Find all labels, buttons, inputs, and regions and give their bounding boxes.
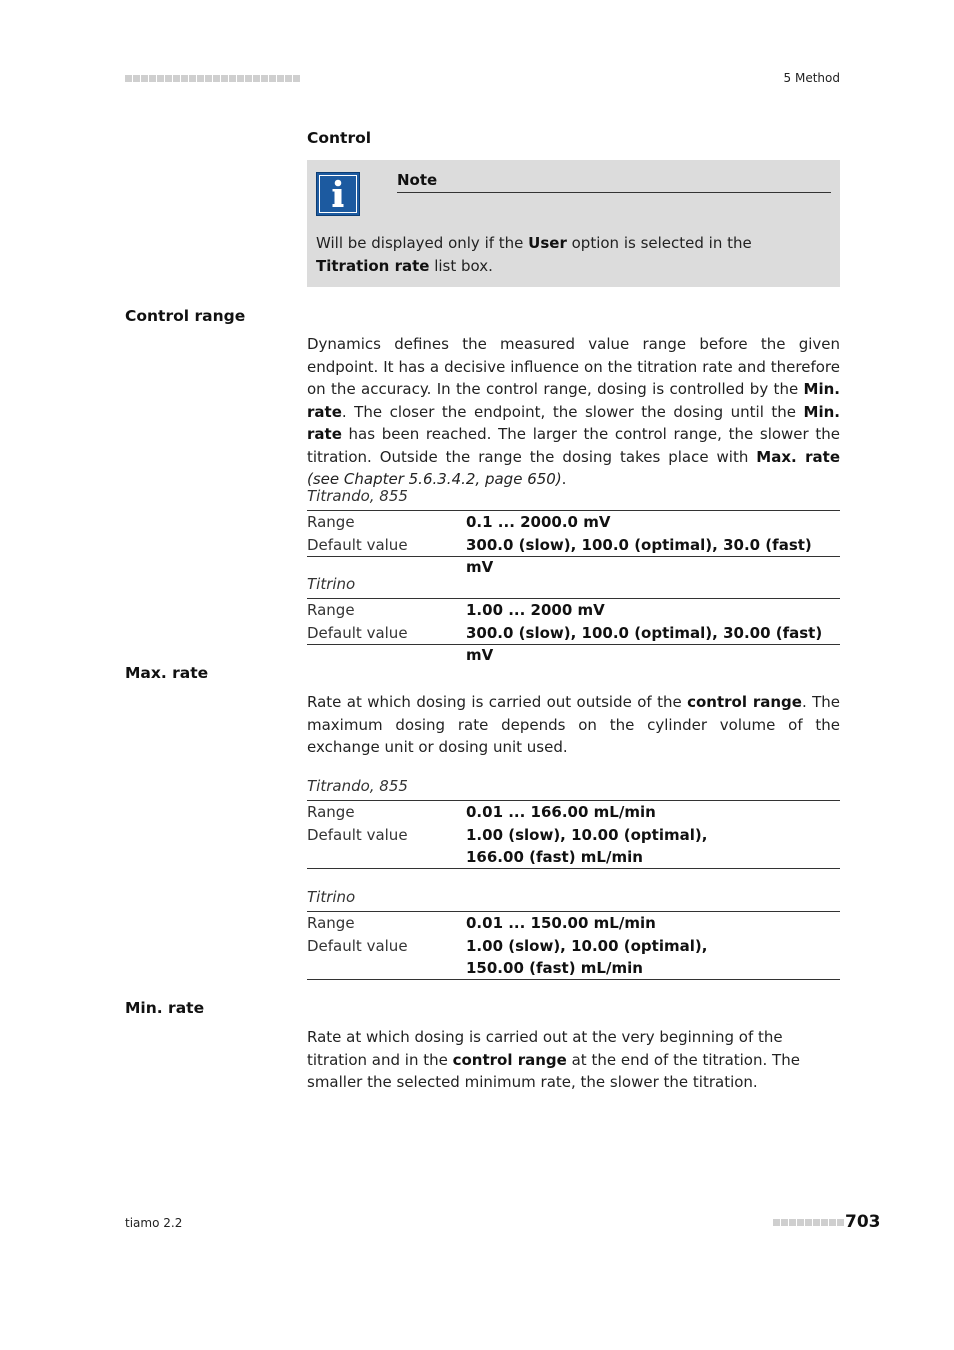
- table-caption: Titrando, 855: [307, 777, 408, 795]
- table-row: [307, 599, 840, 622]
- chapter-reference-link[interactable]: (see Chapter 5.6.3.4.2, page 650): [307, 470, 562, 488]
- parameter-table: [307, 598, 840, 664]
- header-decoration: [125, 75, 300, 82]
- table-row: [307, 912, 840, 935]
- footer-product: tiamo 2.2: [125, 1216, 183, 1230]
- page-number: 703: [845, 1212, 881, 1232]
- table-row: [307, 824, 840, 869]
- note-text: Will be displayed only if the User option is selected in the Titration rate list box.: [316, 234, 752, 275]
- note-divider: [397, 192, 831, 193]
- max-rate-paragraph: Rate at which dosing is carried out outside of the control range. The maximum dosing rate depends on the cylinder volume of the exchange unit or dosing unit used.: [307, 693, 840, 756]
- control-range-paragraph: Dynamics defines the measured value range before the given endpoint. It has a decisive influence on the titration rate and therefore on the accuracy. In the control range, dosing is controlled by the Min. rate. The closer the endpoint, the slower the dosing until the Min. rate has been reached. The larger the control range, the slower the titration. Outside the range the dosing takes place with Max. rate (see Chapter 5.6.3.4.2, page 650).: [307, 335, 840, 488]
- default-label: Default value: [307, 825, 408, 844]
- footer-decoration: [773, 1219, 844, 1226]
- range-value: 0.01 ... 166.00 mL/min: [466, 803, 656, 821]
- header-section-title: 5 Method: [783, 71, 840, 85]
- note-box: [307, 160, 840, 287]
- parameter-table: [307, 911, 840, 980]
- default-value: 1.00 (slow), 10.00 (optimal), 150.00 (fast) mL/min: [466, 936, 708, 977]
- note-title: Note: [397, 171, 438, 189]
- default-label: Default value: [307, 623, 408, 642]
- table-row: [307, 534, 840, 579]
- range-label: Range: [307, 803, 355, 821]
- max-rate-heading: Max. rate: [125, 664, 209, 682]
- default-value: 300.0 (slow), 100.0 (optimal), 30.0 (fast) mV: [466, 535, 812, 576]
- default-label: Default value: [307, 535, 408, 554]
- parameter-table: [307, 800, 840, 869]
- table-caption: Titrino: [307, 888, 356, 906]
- default-value: 300.0 (slow), 100.0 (optimal), 30.00 (fast) mV: [466, 623, 823, 664]
- default-label: Default value: [307, 936, 408, 955]
- parameter-table: [307, 510, 840, 576]
- range-label: Range: [307, 914, 355, 932]
- default-value: 1.00 (slow), 10.00 (optimal), 166.00 (fast) mL/min: [466, 825, 708, 866]
- range-value: 0.01 ... 150.00 mL/min: [466, 914, 656, 932]
- info-icon: [316, 172, 360, 216]
- table-row: [307, 622, 840, 667]
- table-row: [307, 511, 840, 534]
- range-label: Range: [307, 601, 355, 619]
- control-heading: Control: [307, 129, 372, 147]
- min-rate-heading: Min. rate: [125, 999, 205, 1017]
- table-row: [307, 935, 840, 980]
- control-range-heading: Control range: [125, 307, 246, 325]
- range-label: Range: [307, 513, 355, 531]
- range-value: 0.1 ... 2000.0 mV: [466, 513, 611, 531]
- table-caption: Titrino: [307, 575, 356, 593]
- table-row: [307, 801, 840, 824]
- range-value: 1.00 ... 2000 mV: [466, 601, 605, 619]
- min-rate-paragraph: Rate at which dosing is carried out at the very beginning of the titration and in the control range at the end of the titration. The smaller the selected minimum rate, the slower the titration.: [307, 1028, 800, 1091]
- table-caption: Titrando, 855: [307, 487, 408, 505]
